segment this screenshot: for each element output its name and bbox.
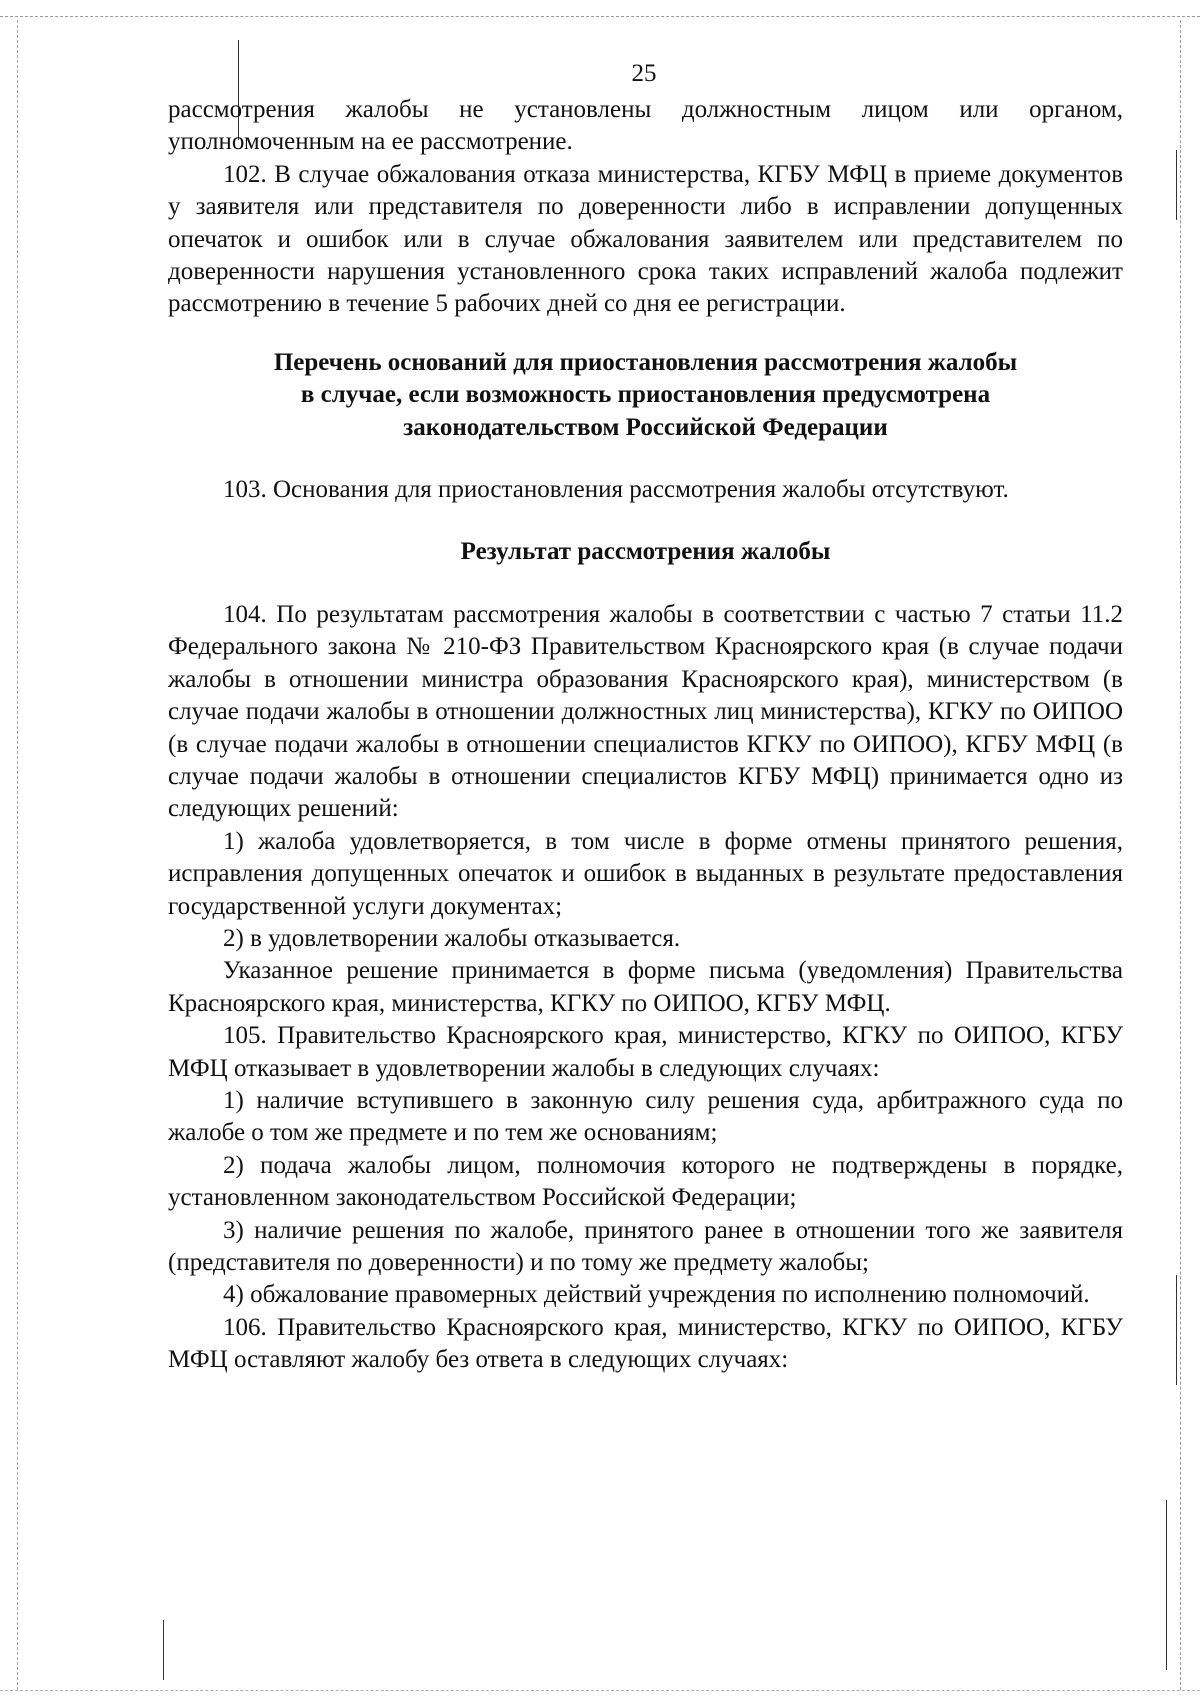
paragraph-104: 104. По результатам рассмотрения жалобы в соответствии с частью 7 статьи 11.2 Федерального закона № 210-ФЗ Правительством Красноярского края (в случае подачи жалобы в отношении министра образования Красноярского края), министерством (в случае подачи жалобы в отношении должностных лиц министерства), КГКУ по ОИПОО (в случае подачи жалобы в отношении специалистов КГКУ по ОИПОО), КГБУ МФЦ (в случае подачи жалобы в отношении специалистов КГБУ МФЦ) принимается одно из следующих решений:	[168, 600, 1123, 823]
paragraph-104-form: Указанное решение принимается в форме письма (уведомления) Правительства Красноярского края, министерства, КГКУ по ОИПОО, КГБУ МФЦ.	[168, 957, 1123, 1017]
paragraph-105-item-3: 3) наличие решения по жалобе, принятого ранее в отношении того же заявителя (представителя по доверенности) и по тому же предмету жалобы;	[168, 1216, 1123, 1276]
section-heading-suspension-line-3: законодательством Российской Федерации	[403, 413, 888, 441]
paragraph-104-item-2: 2) в удовлетворении жалобы отказывается.	[223, 924, 681, 952]
section-heading-result: Результат рассмотрения жалобы	[460, 538, 831, 566]
paragraph-105: 105. Правительство Красноярского края, министерство, КГКУ по ОИПОО, КГБУ МФЦ отказывает в удовлетворении жалобы в следующих случаях:	[168, 1022, 1123, 1082]
paragraph-106: 106. Правительство Красноярского края, министерство, КГКУ по ОИПОО, КГБУ МФЦ оставляют жалобу без ответа в следующих случаях:	[168, 1313, 1123, 1374]
paragraph-105-item-1: 1) наличие вступившего в законную силу решения суда, арбитражного суда по жалобе о том же предмете и по тем же основаниям;	[168, 1086, 1123, 1147]
paragraph-104-item-1: 1) жалоба удовлетворяется, в том числе в форме отмены принятого решения, исправления допущенных опечаток и ошибок в выданных в результате предоставления государственной услуги документах;	[168, 827, 1123, 920]
paragraph-105-item-4: 4) обжалование правомерных действий учреждения по исполнению полномочий.	[223, 1281, 1090, 1309]
paragraph-105-item-2: 2) подача жалобы лицом, полномочия которого не подтверждены в порядке, установленном законодательством Российской Федерации;	[168, 1151, 1123, 1212]
paragraph-103: 103. Основания для приостановления рассмотрения жалобы отсутствуют.	[223, 476, 1009, 504]
scan-margin-mark	[1166, 1500, 1167, 1670]
scan-margin-mark	[1176, 150, 1177, 220]
section-heading-suspension-line-2: в случае, если возможность приостановления предусмотрена	[300, 381, 991, 409]
scan-edge-bottom	[0, 1690, 1200, 1691]
paragraph-continuation: рассмотрения жалобы не установлены должностным лицом или органом, уполномоченным на ее рассмотрение.	[168, 96, 1123, 156]
section-heading-suspension-line-1: Перечень оснований для приостановления рассмотрения жалобы	[273, 348, 1018, 376]
document-body	[168, 94, 1123, 1377]
paragraph-102: 102. В случае обжалования отказа министерства, КГБУ МФЦ в приеме документов у заявителя или представителя по доверенности либо в исправлении допущенных опечаток и ошибок или в случае обжалования заявителем или представителем по доверенности нарушения установленного срока таких исправлений жалоба подлежит рассмотрению в течение 5 рабочих дней со дня ее регистрации.	[168, 160, 1123, 318]
scan-margin-mark	[163, 1620, 164, 1680]
scan-edge-top	[0, 16, 1200, 17]
page-number: 25	[631, 60, 657, 87]
scan-edge-right	[1180, 20, 1181, 1690]
scan-edge-left	[17, 20, 18, 1690]
scan-margin-mark	[1176, 1275, 1177, 1385]
